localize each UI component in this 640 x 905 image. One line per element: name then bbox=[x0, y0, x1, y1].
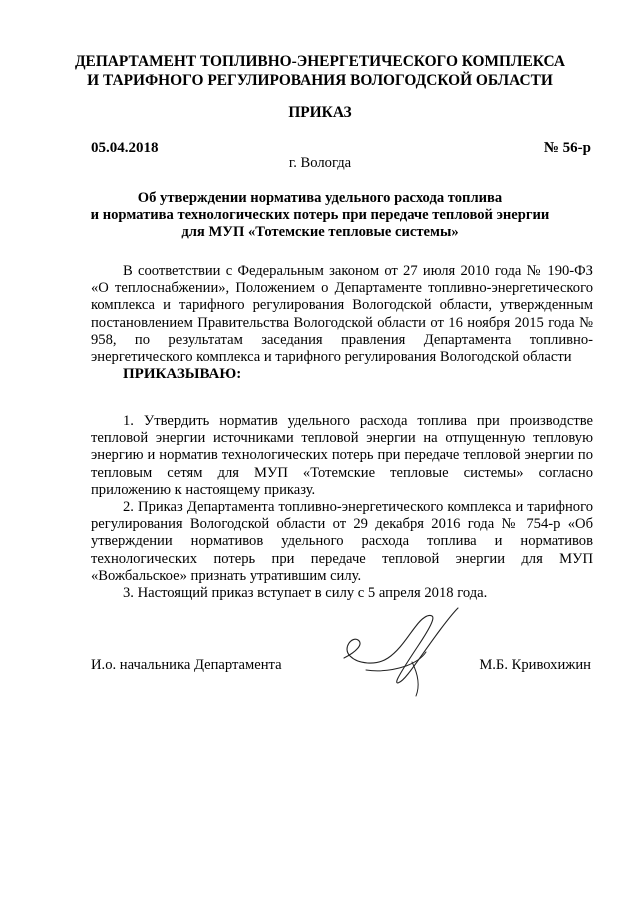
signer-title: И.о. начальника Департамента bbox=[91, 657, 282, 673]
document-preamble-block bbox=[91, 263, 593, 383]
order-item-2: 2. Приказ Департамента топливно-энергетического комплекса и тарифного регулирования Вологодской области от 29 декабря 2016 года № 754-р «Об утверждении нормативов удельного расхода топлива и нормативов технологических потерь при передаче тепловой энергии для МУП «Вожбальское» признать утратившим силу. bbox=[91, 499, 593, 584]
document-city: г. Вологда bbox=[288, 155, 352, 171]
order-item-1: 1. Утвердить норматив удельного расхода топлива при производстве тепловой энергии источниками тепловой энергии на отпущенную тепловую энергию и норматив технологических потерь при передаче тепловой энергии по тепловым сетям для МУП «Тотемские тепловые системы» согласно приложению к настоящему приказу. bbox=[91, 413, 593, 498]
org-line-2: И ТАРИФНОГО РЕГУЛИРОВАНИЯ ВОЛОГОДСКОЙ ОБЛАСТИ bbox=[87, 72, 553, 89]
order-word: ПРИКАЗЫВАЮ: bbox=[123, 366, 242, 383]
preamble-paragraph: В соответствии с Федеральным законом от 27 июля 2010 года № 190-ФЗ «О теплоснабжении», Положением о Департаменте топливно-энергетического комплекса и тарифного регулирования Вологодской области, утвержденным постановлением Правительства Вологодской области от 16 ноября 2015 года № 958, по результатам заседания правления Департамента топливно-энергетического комплекса и тарифного регулирования Вологодской области bbox=[91, 263, 593, 366]
document-date: 05.04.2018 bbox=[91, 140, 159, 156]
order-item-3: 3. Настоящий приказ вступает в силу с 5 апреля 2018 года. bbox=[123, 585, 488, 602]
signer-name: М.Б. Кривохижин bbox=[479, 657, 591, 673]
subject-line-2: и норматива технологических потерь при передаче тепловой энергии bbox=[90, 207, 550, 223]
order-items bbox=[91, 413, 593, 602]
document-number: № 56-р bbox=[543, 140, 591, 156]
handwritten-signature bbox=[336, 600, 466, 710]
subject-line-3: для МУП «Тотемские тепловые системы» bbox=[181, 224, 459, 240]
document-subject bbox=[0, 190, 640, 241]
organization-name bbox=[0, 52, 640, 90]
document-type: ПРИКАЗ bbox=[288, 104, 352, 121]
subject-line-1: Об утверждении норматива удельного расхода топлива bbox=[137, 190, 503, 206]
org-line-1: ДЕПАРТАМЕНТ ТОПЛИВНО-ЭНЕРГЕТИЧЕСКОГО КОМПЛЕКСА bbox=[74, 53, 566, 70]
